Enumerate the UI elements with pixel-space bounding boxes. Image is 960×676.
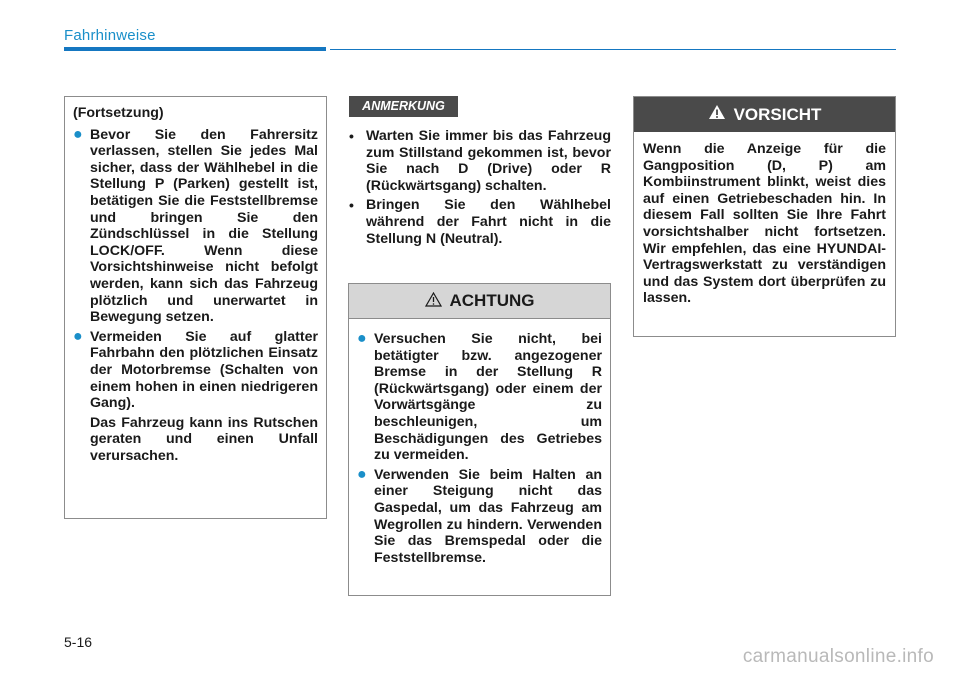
bullet-icon: ●: [73, 327, 83, 345]
bullet-text: Bringen Sie den Wählhebel während der Fahrt nicht in die Stellung N (Neutral).: [366, 197, 611, 247]
header-rule: [330, 49, 896, 50]
bullet-text: Verwenden Sie beim Halten an einer Steigung nicht das Gaspedal, um das Fahrzeug am Wegrollen zu hindern. Verwenden Sie das Bremspedal oder die Feststellbremse.: [374, 466, 602, 566]
bullet-icon: •: [349, 128, 354, 144]
bullet-icon: ●: [357, 330, 367, 347]
anmerkung-notes: [349, 128, 611, 250]
bullet-icon: ●: [73, 125, 83, 143]
warning-triangle-icon: [708, 104, 726, 125]
achtung-box: [348, 283, 611, 596]
vorsicht-text: Wenn die Anzeige für die Gangposition (D, P) am Kombiinstrument blinkt, weist dies auf einen Getriebeschaden hin. In diesem Fall sollten Sie Ihre Fahrt vorsichtshalber nicht fortsetzen. Wir empfehlen, das eine HYUNDAI-Vertragswerkstatt zu verständigen und das System dort überprüfen zu lassen.: [643, 141, 886, 307]
continuation-box: [64, 96, 327, 519]
warning-triangle-icon: [425, 292, 442, 311]
list-item: [349, 128, 611, 194]
bullet-text: Versuchen Sie nicht, bei betätigter bzw. angezogener Bremse in der Stellung R (Rückwärtsgang) oder einem der Vorwärtsgänge zu beschleunigen, um Beschädigungen des Getriebes zu vermeiden.: [374, 331, 602, 464]
bullet-text: Warten Sie immer bis das Fahrzeug zum Stillstand gekommen ist, bevor Sie nach D (Drive) oder R (Rückwärtsgang) schalten.: [366, 128, 611, 194]
anmerkung-badge: ANMERKUNG: [349, 96, 458, 117]
list-item: [357, 467, 602, 567]
section-title: Fahrhinweise: [64, 27, 156, 44]
list-item: [73, 127, 318, 326]
bullet-icon: ●: [357, 465, 367, 483]
vorsicht-header: [634, 97, 895, 132]
vorsicht-title: VORSICHT: [733, 104, 822, 124]
bullet-text: Bevor Sie den Fahrersitz verlassen, stellen Sie jedes Mal sicher, dass der Wählhebel in die Stellung P (Parken) gestellt ist, betätigen Sie die Feststellbremse und bringen Sie den Zündschlüssel in die Stellung LOCK/OFF. Wenn diese Vorsichtshinweise nicht befolgt werden, kann sich das Fahrzeug plötzlich und unerwartet in Bewegung setzen.: [90, 126, 318, 326]
achtung-body: [349, 319, 610, 566]
page-number: 5-16: [64, 634, 93, 650]
list-item: [357, 331, 602, 464]
list-item: [349, 197, 611, 247]
vorsicht-box: [633, 96, 896, 337]
bullet-icon: •: [349, 197, 354, 214]
list-item: [73, 329, 318, 412]
bullet-text: Vermeiden Sie auf glatter Fahrbahn den plötzlichen Einsatz der Motorbremse (Schalten von einem hohen in einen niedrigeren Gang).: [90, 328, 318, 412]
header-accent-bar: [64, 47, 326, 51]
watermark: carmanualsonline.info: [742, 646, 934, 667]
achtung-title: ACHTUNG: [449, 291, 535, 310]
follow-text: Das Fahrzeug kann ins Rutschen geraten und einen Unfall verursachen.: [90, 414, 318, 464]
continuation-lead: (Fortsetzung): [73, 105, 164, 121]
achtung-header: [349, 284, 610, 319]
